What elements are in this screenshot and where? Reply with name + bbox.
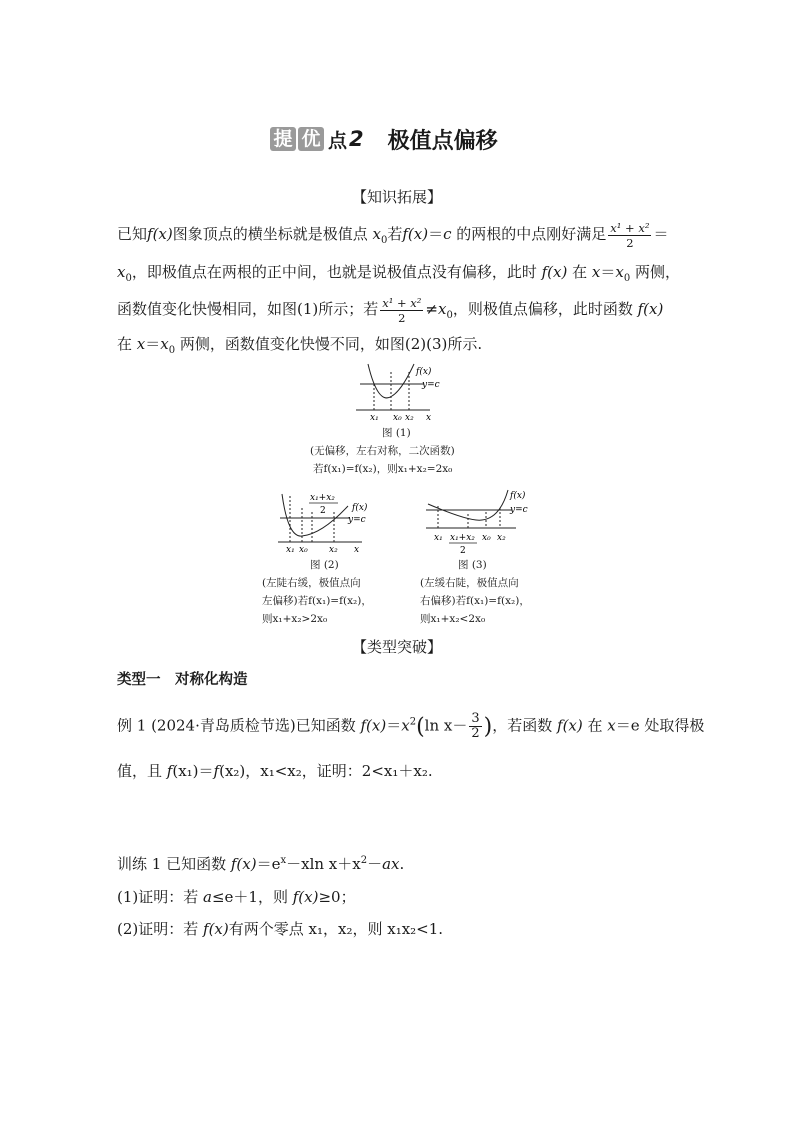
math: f(x) — [147, 225, 173, 243]
figure-1-note-1: (无偏移，左右对称，二次函数) — [310, 445, 455, 457]
label-x0: x₀ — [299, 545, 308, 555]
fraction-numerator: x¹ + x² — [610, 220, 650, 235]
label-fx: f(x) — [416, 367, 432, 377]
math-sub: 0 — [168, 345, 176, 356]
text: ≤e＋1，则 — [211, 888, 293, 906]
text: 例 1 (2024·青岛质检节选)已知函数 — [117, 716, 361, 735]
text: 的两根的中点刚好满足 — [451, 225, 607, 243]
badge-number: 2 — [349, 127, 364, 151]
fraction — [469, 712, 481, 741]
math-sub: 0 — [125, 273, 132, 284]
text: (1)证明：若 — [117, 888, 204, 906]
training-1-item-1 — [117, 886, 356, 907]
math: f(x) — [360, 716, 387, 735]
figure-3-caption: 图 (3) — [458, 559, 487, 571]
math: f(x) — [637, 300, 664, 318]
text: 在 — [582, 716, 608, 735]
text: ＝ — [386, 716, 402, 735]
text: 训练 1 已知函数 — [117, 855, 231, 873]
math-sup: 2 — [409, 716, 417, 728]
knowledge-heading: 【知识拓展】 — [351, 188, 442, 206]
math: f(x) — [203, 920, 229, 938]
figure-2-graph — [272, 488, 382, 558]
math: f(x) — [230, 855, 257, 873]
math: f — [166, 762, 173, 780]
label-x1: x₁ — [370, 413, 379, 423]
text: ＝ — [145, 335, 161, 353]
text: ＝e 处取得极 — [615, 716, 705, 735]
math: x — [160, 335, 169, 353]
fraction-denominator: 2 — [471, 726, 480, 741]
math: x — [615, 263, 624, 281]
text: 两侧，函数值变化快慢不同，如图(2)(3)所示. — [175, 335, 483, 353]
text: ＝ — [653, 225, 669, 243]
math: ax — [382, 855, 400, 873]
paren-left: ( — [416, 714, 425, 740]
fraction — [380, 296, 423, 325]
figure-2-note-2: 左偏移)若f(x₁)=f(x₂)， — [262, 595, 372, 607]
label-yc: y=c — [510, 505, 528, 515]
text: (2)证明：若 — [117, 920, 204, 938]
text: ln x－ — [424, 716, 468, 735]
fraction-numerator: x¹ + x² — [382, 295, 422, 310]
paren-right: ) — [483, 714, 493, 740]
text: 图象顶点的横坐标就是极值点 — [172, 225, 373, 243]
text: －xln x＋x — [286, 855, 361, 873]
badge-char-1: 提 — [270, 127, 296, 151]
fraction-numerator: 3 — [471, 711, 480, 726]
math: f(x) — [402, 225, 429, 243]
figure-3-note-3: 则x₁+x₂<2x₀ — [420, 613, 486, 625]
label-x1: x₁ — [434, 533, 443, 543]
label-x2: x₂ — [329, 545, 338, 555]
text: 两侧， — [630, 263, 680, 281]
math: c — [443, 225, 452, 243]
training-1-item-2 — [117, 918, 443, 939]
fraction-denominator: 2 — [398, 310, 406, 325]
math: x — [607, 716, 616, 735]
label-x2: x₂ — [497, 533, 506, 543]
label-x0: x₀ — [482, 533, 491, 543]
text: 函数值变化快慢相同，如图(1)所示；若 — [117, 300, 379, 318]
math-sup: 2 — [360, 855, 368, 866]
math: f(x) — [541, 263, 568, 281]
label-x: x — [354, 545, 360, 555]
figure-3-graph — [420, 488, 540, 560]
label-yc: y=c — [348, 515, 366, 525]
math: f — [213, 762, 220, 780]
label-fx: f(x) — [510, 491, 526, 501]
label-fx: f(x) — [352, 503, 368, 513]
text: (x₁)＝ — [172, 762, 214, 780]
text: 值，且 — [117, 762, 167, 780]
math: x — [117, 263, 126, 281]
text: (x₂)，x₁<x₂，证明：2<x₁＋x₂. — [219, 762, 433, 780]
frac-denominator: 2 — [460, 546, 466, 556]
frac-numerator: x₁+x₂ — [450, 533, 475, 543]
text: 若 — [387, 225, 403, 243]
fraction — [608, 221, 651, 250]
example-1-line-1 — [117, 712, 704, 741]
type-1-heading: 类型一 对称化构造 — [117, 672, 248, 688]
math-sup: x — [280, 855, 287, 866]
figure-2-note-1: (左陡右缓，极值点向 — [262, 577, 361, 589]
label-yc: y=c — [422, 380, 440, 390]
text: 已知 — [117, 225, 148, 243]
math: x — [136, 335, 146, 353]
text: ＝ — [428, 225, 444, 243]
title-badge — [270, 126, 364, 153]
section-title — [270, 124, 498, 154]
frac-numerator: x₁+x₂ — [310, 493, 335, 503]
example-1-line-2 — [117, 760, 433, 781]
label-x2: x₂ — [405, 413, 414, 423]
math-sub: 0 — [623, 273, 631, 284]
text: ≠ — [425, 300, 438, 318]
text: 在 — [117, 335, 137, 353]
label-x1: x₁ — [286, 545, 295, 555]
math-sub: 0 — [380, 235, 388, 246]
label-x: x — [426, 413, 432, 423]
math: x — [401, 716, 410, 735]
breakthrough-heading: 【类型突破】 — [351, 638, 442, 656]
figure-3-note-1: (左缓右陡，极值点向 — [420, 577, 519, 589]
training-1-line — [117, 853, 404, 874]
badge-suffix: 点 — [328, 129, 348, 152]
figure-1-note-2: 若f(x₁)=f(x₂)，则x₁+x₂=2x₀ — [313, 463, 453, 475]
text: ，若函数 — [492, 716, 558, 735]
figure-3-note-2: 右偏移)若f(x₁)=f(x₂)， — [420, 595, 530, 607]
text: 有两个零点 x₁，x₂，则 x₁x₂<1. — [228, 920, 444, 938]
text: ＝e — [256, 855, 281, 873]
figure-2-note-3: 则x₁+x₂>2x₀ — [262, 613, 328, 625]
figure-2-caption: 图 (2) — [310, 559, 339, 571]
fraction-denominator: 2 — [626, 235, 634, 250]
math: x — [437, 300, 447, 318]
math: f(x) — [557, 716, 583, 735]
main-title: 极值点偏移 — [387, 128, 498, 154]
text: 在 — [567, 263, 592, 281]
figure-1-graph — [340, 362, 450, 424]
text: ＝ — [600, 263, 616, 281]
math: x — [372, 225, 381, 243]
text: ≥0； — [318, 888, 356, 906]
label-x0: x₀ — [393, 413, 402, 423]
text: ，则极值点偏移，此时函数 — [452, 300, 638, 318]
badge-char-2: 优 — [298, 127, 324, 151]
math: a — [203, 888, 212, 906]
text: . — [399, 855, 405, 873]
text: ，即极值点在两根的正中间，也就是说极值点没有偏移，此时 — [131, 263, 542, 281]
math: f(x) — [292, 888, 319, 906]
text: － — [367, 855, 383, 873]
math-sub: 0 — [446, 310, 453, 321]
frac-denominator: 2 — [320, 506, 326, 516]
math: x — [591, 263, 601, 281]
figure-1-caption: 图 (1) — [382, 427, 411, 439]
